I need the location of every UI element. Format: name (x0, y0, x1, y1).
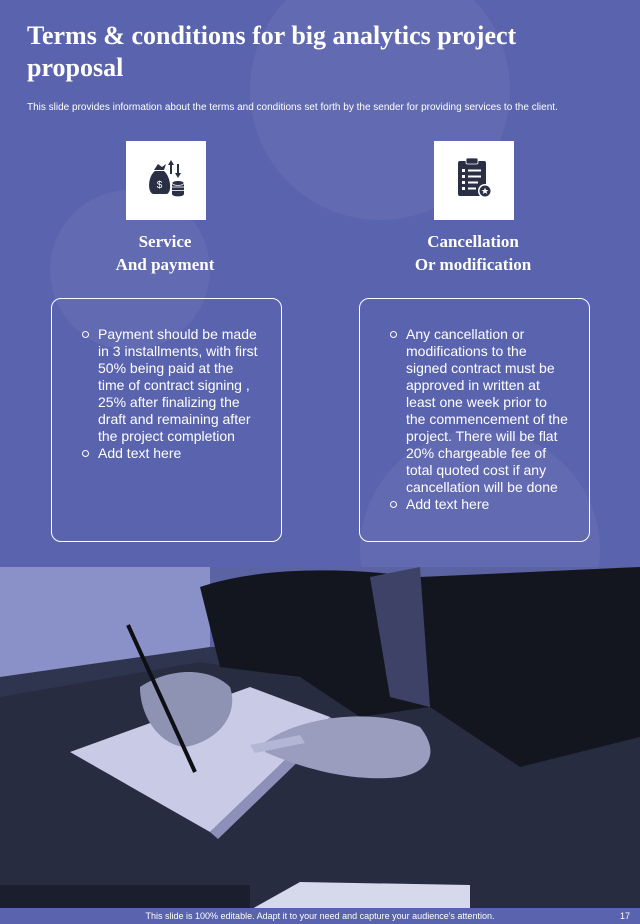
photo-illustration (0, 567, 640, 910)
footer-text: This slide is 100% editable. Adapt it to your need and capture your audience's attention. (145, 911, 495, 921)
circle-bullet-icon (82, 331, 89, 338)
list-item (82, 445, 261, 462)
service-payment-icon-box (126, 141, 206, 220)
circle-bullet-icon (82, 450, 89, 457)
clipboard-checklist-icon (452, 156, 496, 200)
page-title: Terms & conditions for big analytics project proposal (27, 21, 517, 82)
list-item (82, 326, 261, 445)
heading-line: Service (138, 232, 192, 251)
page-number: 17 (619, 911, 630, 921)
heading-line: Cancellation (427, 232, 519, 251)
cancellation-list (360, 299, 589, 513)
heading-line: Or modification (414, 255, 532, 274)
money-bag-coins-icon (144, 156, 188, 200)
cancellation-card (359, 298, 590, 542)
list-item-text: Add text here (406, 496, 490, 512)
circle-bullet-icon (390, 331, 397, 338)
list-item-text: Payment should be made in 3 installments, with first 50% being paid at the time of contract signing , 25% after finalizing the draft and remaining after the project completion (98, 326, 258, 444)
list-item-text: Add text here (98, 445, 182, 461)
list-item (390, 326, 569, 496)
list-item-text: Any cancellation or modifications to the signed contract must be approved in written at least one week prior to the commencement of the project. There will be flat 20% chargeable fee of total quoted cost if any cancellation will be done (406, 326, 568, 495)
cancellation-icon-box (434, 141, 514, 220)
svg-text:$: $ (156, 180, 163, 191)
page-subtitle: This slide provides information about the terms and conditions set forth by the sender for providing services to the client. (27, 102, 558, 113)
cancellation-heading (353, 230, 593, 276)
circle-bullet-icon (390, 501, 397, 508)
list-item (390, 496, 569, 513)
heading-line: And payment (115, 255, 215, 274)
footer (0, 908, 640, 924)
hand-writing-notebook-photo (0, 567, 640, 910)
service-payment-card (51, 298, 282, 542)
service-payment-heading (45, 230, 285, 276)
service-payment-list (52, 299, 281, 462)
